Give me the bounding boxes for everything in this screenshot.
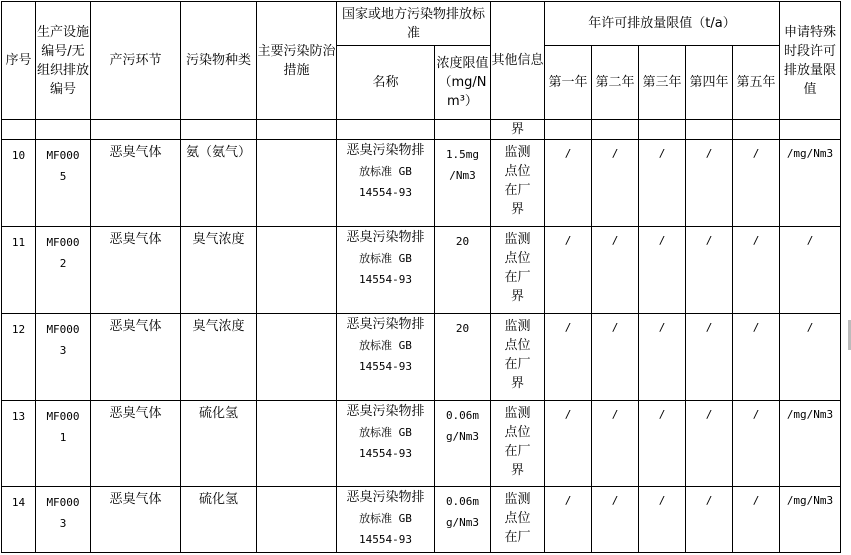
control-measures-cell [257,314,337,401]
other_lines-line: 在厂 [504,357,531,372]
pollutant-cell: 硫化氢 [181,487,257,553]
partial-cell [337,120,435,140]
other_lines-line: 点位 [504,251,531,266]
year-1-limit-cell: / [545,314,592,401]
std_lines-line: 14554-93 [359,447,412,460]
conc_lines-line: 20 [455,322,470,335]
seq-cell: 14 [2,487,36,553]
year-5-limit-cell: / [733,227,780,314]
standard-name-cell [337,227,435,314]
header-facility-code: 生产设施编号/无组织排放编号 [36,2,91,120]
concentration-limit-cell [435,140,491,227]
seq-cell: 11 [2,227,36,314]
partial-cell [686,120,733,140]
other_lines-line: 点位 [504,511,531,526]
year-3-limit-cell: / [639,227,686,314]
year-2-limit-cell: / [592,487,639,553]
year-4-limit-cell: / [686,314,733,401]
process-cell: 恶臭气体 [91,487,181,553]
year-3-limit-cell: / [639,487,686,553]
other_lines-line: 界 [510,202,524,217]
year-1-limit-cell: / [545,487,592,553]
concentration-limit-cell [435,314,491,401]
year-3-limit-cell: / [639,401,686,487]
header-other-info: 其他信息 [491,2,545,120]
special-period-limit-cell: /mg/Nm3 [780,140,841,227]
control-measures-cell [257,227,337,314]
partial-cell [545,120,592,140]
year-2-limit-cell: / [592,401,639,487]
standard-name-cell [337,314,435,401]
concentration-limit-cell [435,401,491,487]
partial-cell [36,120,91,140]
year-4-limit-cell: / [686,227,733,314]
process-cell: 恶臭气体 [91,140,181,227]
partial-cell [780,120,841,140]
std_lines-line: 放标准 GB [359,252,412,265]
conc_lines-line: 0.06m [445,409,480,422]
std_lines-line: 恶臭污染物排 [346,143,425,158]
header-year-2: 第二年 [592,46,639,120]
table-row [2,227,841,314]
header-row-1 [2,2,841,46]
header-pollutant: 污染物种类 [181,2,257,120]
header-year-1: 第一年 [545,46,592,120]
year-1-limit-cell: / [545,401,592,487]
other_lines-line: 在厂 [504,530,531,545]
conc_lines-line: /Nm3 [449,169,476,182]
code_lines-line: 3 [59,517,67,530]
year-5-limit-cell: / [733,314,780,401]
header-year-4: 第四年 [686,46,733,120]
code_lines-line: 5 [59,170,67,183]
code_lines-line: MF000 [46,149,80,162]
std_lines-line: 14554-93 [359,533,412,546]
partial-cell [733,120,780,140]
partial-cell [257,120,337,140]
partial-row [2,120,841,140]
conc_lines-line: g/Nm3 [445,430,480,443]
other_lines-line: 监测 [504,232,531,247]
code_lines-line: 3 [59,344,67,357]
std_lines-line: 恶臭污染物排 [346,404,425,419]
other_lines-line: 监测 [504,406,531,421]
code_lines-line: 2 [59,257,67,270]
std_lines-line: 放标准 GB [359,512,412,525]
other_lines-line: 在厂 [504,183,531,198]
other_lines-line: 监测 [504,492,531,507]
table-row [2,314,841,401]
std_lines-line: 放标准 GB [359,339,412,352]
year-5-limit-cell: / [733,401,780,487]
year-2-limit-cell: / [592,140,639,227]
special-period-limit-cell: /mg/Nm3 [780,487,841,553]
standard-name-cell [337,140,435,227]
std_lines-line: 放标准 GB [359,165,412,178]
other_lines-line: 在厂 [504,270,531,285]
pollutant-cell: 臭气浓度 [181,227,257,314]
standard-name-cell [337,401,435,487]
seq-cell: 12 [2,314,36,401]
other_lines-line: 点位 [504,425,531,440]
header-concentration-limit: 浓度限值（mg/Nm³） [435,46,491,120]
partial-cell [639,120,686,140]
table-row [2,401,841,487]
header-seq: 序号 [2,2,36,120]
table-row [2,487,841,553]
conc_lines-line: 1.5mg [445,148,480,161]
emission-permit-table [1,1,841,553]
other-info-cell [491,227,545,314]
year-1-limit-cell: / [545,227,592,314]
pollutant-cell: 硫化氢 [181,401,257,487]
year-4-limit-cell: / [686,401,733,487]
code_lines-line: MF000 [46,496,80,509]
other_lines-line: 点位 [504,164,531,179]
facility-code-cell [36,227,91,314]
other-info-cell [491,487,545,553]
year-4-limit-cell: / [686,487,733,553]
year-3-limit-cell: / [639,314,686,401]
partial-cell [2,120,36,140]
header-process: 产污环节 [91,2,181,120]
standard-name-cell [337,487,435,553]
year-4-limit-cell: / [686,140,733,227]
special-period-limit-cell: /mg/Nm3 [780,401,841,487]
std_lines-line: 恶臭污染物排 [346,317,425,332]
header-standard-group: 国家或地方污染物排放标准 [337,2,491,46]
conc_lines-line: g/Nm3 [445,516,480,529]
year-2-limit-cell: / [592,227,639,314]
conc_lines-line: 0.06m [445,495,480,508]
partial-other-info: 界 [491,120,545,140]
year-5-limit-cell: / [733,487,780,553]
header-year-3: 第三年 [639,46,686,120]
process-cell: 恶臭气体 [91,314,181,401]
special-period-limit-cell: / [780,314,841,401]
code_lines-line: MF000 [46,410,80,423]
std_lines-line: 放标准 GB [359,426,412,439]
header-year-5: 第五年 [733,46,780,120]
partial-cell [181,120,257,140]
year-5-limit-cell: / [733,140,780,227]
control-measures-cell [257,487,337,553]
header-control-measures: 主要污染防治措施 [257,2,337,120]
header-special-period-limit: 申请特殊时段许可排放量限值 [780,2,841,120]
table-row [2,140,841,227]
code_lines-line: 1 [59,431,67,444]
other_lines-line: 监测 [504,145,531,160]
other_lines-line: 界 [510,376,524,391]
other_lines-line: 点位 [504,338,531,353]
std_lines-line: 14554-93 [359,360,412,373]
std_lines-line: 14554-93 [359,273,412,286]
year-3-limit-cell: / [639,140,686,227]
concentration-limit-cell [435,227,491,314]
pollutant-cell: 臭气浓度 [181,314,257,401]
year-1-limit-cell: / [545,140,592,227]
seq-cell: 10 [2,140,36,227]
concentration-limit-cell [435,487,491,553]
permit-table-container [1,1,841,553]
std_lines-line: 14554-93 [359,186,412,199]
facility-code-cell [36,487,91,553]
facility-code-cell [36,314,91,401]
code_lines-line: MF000 [46,323,80,336]
other_lines-line: 在厂 [504,444,531,459]
year-2-limit-cell: / [592,314,639,401]
special-period-limit-cell: / [780,227,841,314]
facility-code-cell [36,401,91,487]
std_lines-line: 恶臭污染物排 [346,490,425,505]
other_lines-line: 界 [510,289,524,304]
control-measures-cell [257,140,337,227]
partial-cell [435,120,491,140]
other_lines-line: 界 [510,463,524,478]
seq-cell: 13 [2,401,36,487]
facility-code-cell [36,140,91,227]
other-info-cell [491,140,545,227]
other_lines-line: 监测 [504,319,531,334]
other-info-cell [491,401,545,487]
process-cell: 恶臭气体 [91,227,181,314]
std_lines-line: 恶臭污染物排 [346,230,425,245]
header-annual-limit-group: 年许可排放量限值（t/a） [545,2,780,46]
partial-cell [592,120,639,140]
partial-cell [91,120,181,140]
control-measures-cell [257,401,337,487]
process-cell: 恶臭气体 [91,401,181,487]
pollutant-cell: 氨（氨气） [181,140,257,227]
conc_lines-line: 20 [455,235,470,248]
header-standard-name: 名称 [337,46,435,120]
code_lines-line: MF000 [46,236,80,249]
other-info-cell [491,314,545,401]
